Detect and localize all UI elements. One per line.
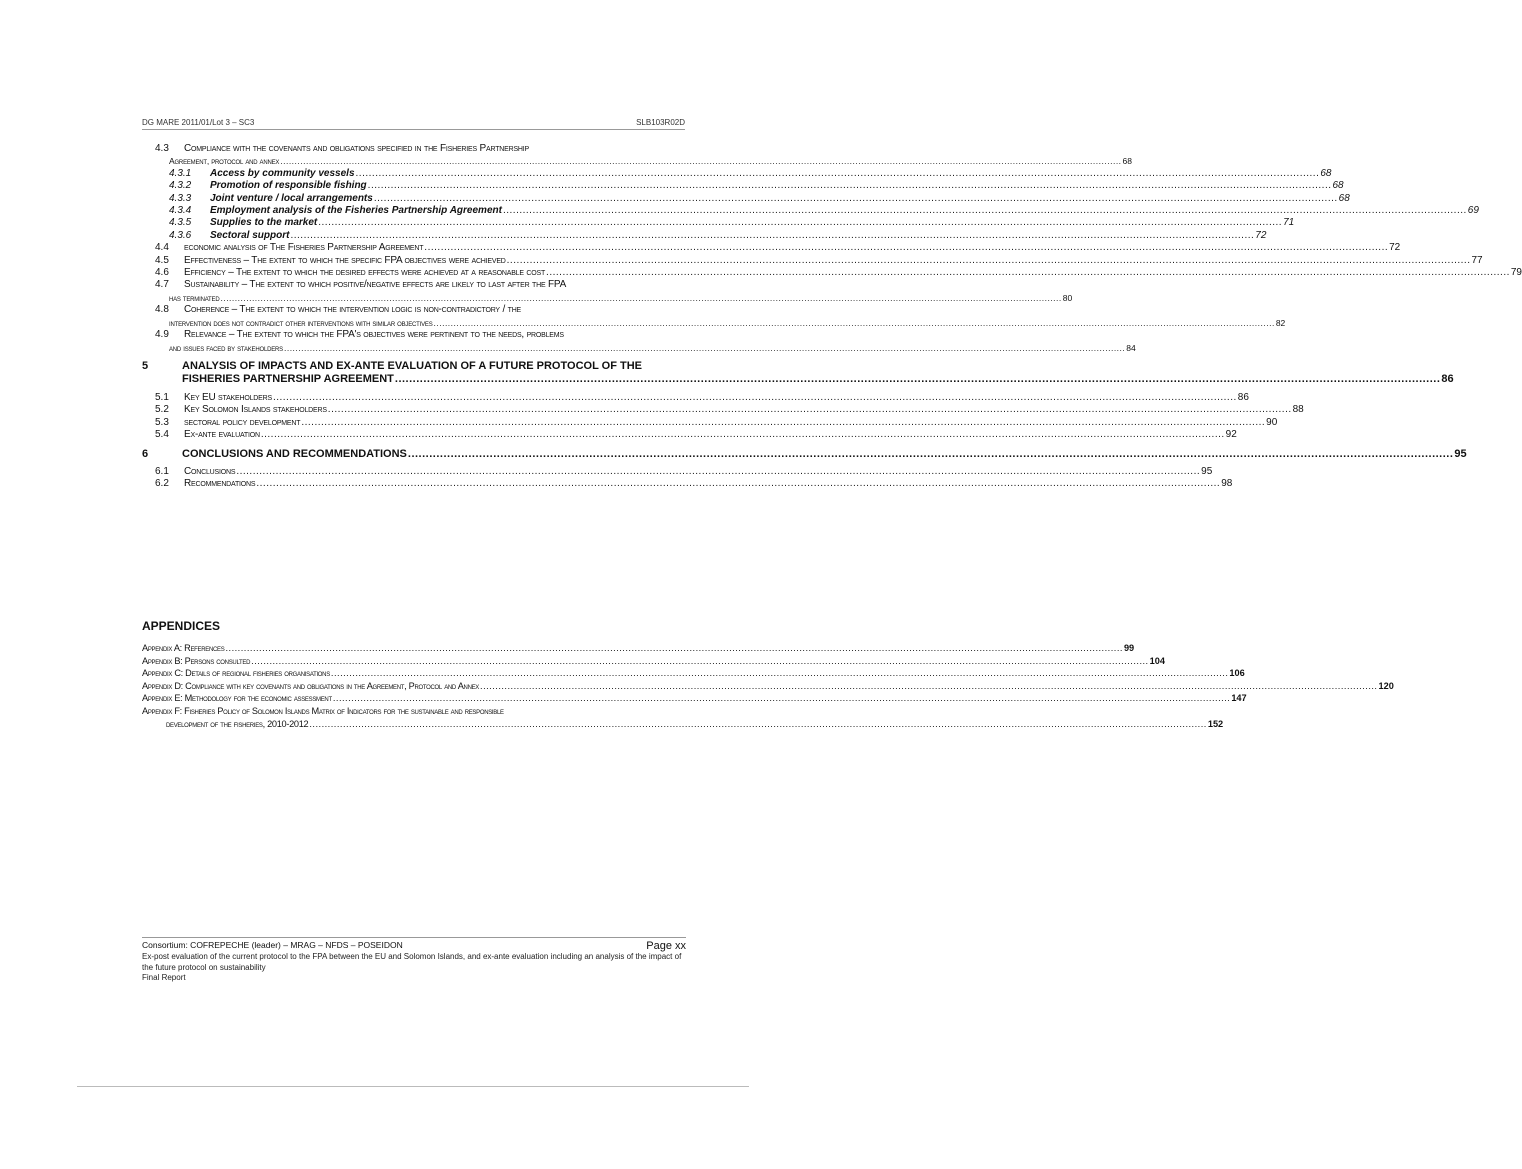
toc-entry[interactable]: [142, 304, 1286, 329]
toc-entry-page: 84: [1126, 342, 1136, 353]
toc-entry-line: [142, 254, 1483, 267]
toc-entry[interactable]: [142, 404, 1304, 416]
toc-entry-number: 5.2: [155, 404, 169, 416]
appendix-line: [142, 680, 1394, 693]
toc-entry-page: 86: [1441, 373, 1454, 386]
toc-entry-continuation: [142, 342, 1136, 354]
appendix-title: Appendix D: Compliance with key covenants and obligations in the Agreement, Protocol and Annex: [142, 680, 480, 691]
toc-entry-line: [142, 167, 1332, 180]
toc-entry[interactable]: [142, 466, 1213, 478]
toc-entry-title: Key Solomon Islands stakeholders: [184, 404, 327, 416]
toc-entry-number: 4.9: [155, 329, 169, 341]
toc-entry-title: Ex-ante evaluation: [184, 429, 260, 441]
toc-entry-line: [142, 404, 1304, 416]
toc-entry-title: Compliance with the covenants and obligations specified in the Fisheries Partnership: [184, 143, 529, 154]
appendix-title: Appendix A: References: [142, 643, 225, 653]
appendix-page: 147: [1231, 693, 1247, 704]
toc-entry-title-cont: intervention does not contradict other interventions with similar objectives: [169, 317, 433, 328]
toc-entry-number: 4.3: [155, 143, 169, 154]
toc-entry[interactable]: [142, 192, 1350, 205]
toc-entry[interactable]: [142, 359, 1454, 387]
dot-leader: [280, 155, 1121, 167]
toc-entry-title: sectoral policy development: [184, 416, 301, 428]
toc-entry[interactable]: [142, 429, 1237, 441]
toc-entry-number: 4.3.4: [169, 205, 192, 217]
toc-entry-number: 5: [142, 359, 149, 372]
footer-report: Final Report: [142, 973, 186, 982]
appendix-page: 99: [1123, 643, 1135, 653]
page-header: [142, 118, 685, 130]
toc-entry-continuation: [142, 373, 1454, 387]
appendix-line: [142, 667, 1245, 680]
toc-entry-line: [142, 205, 1479, 217]
dot-leader: [424, 242, 1388, 254]
dot-leader: [328, 404, 1292, 416]
toc-entry-number: 4.3.2: [169, 180, 192, 192]
toc-entry-title-cont: has terminated: [169, 292, 220, 303]
appendix-title: Appendix E: Methodology for the economic assessment: [142, 693, 332, 704]
dot-leader: [261, 429, 1225, 441]
toc-entry-continuation: [142, 317, 1286, 329]
dot-leader: [220, 292, 1061, 304]
toc-entry-title-cont: and issues faced by stakeholders: [169, 342, 283, 353]
toc-entry-page: 79: [1510, 267, 1522, 279]
toc-entry-line: [142, 192, 1350, 205]
dot-leader: [256, 478, 1220, 490]
toc-entry-title-cont: Agreement, protocol and annex: [169, 156, 280, 167]
appendix-page: 120: [1378, 680, 1394, 691]
toc-entry[interactable]: [142, 180, 1344, 192]
appendix-line: [142, 642, 1135, 655]
footer-description: Ex-post evaluation of the current protocol to the FPA between the EU and Solomon Islands, and ex-ante evaluation including an analysis of the impact of the future protocol on sustainability: [142, 952, 682, 972]
toc-entry-continuation: [142, 155, 1133, 167]
toc-entry[interactable]: [142, 478, 1233, 490]
toc-entry-title-cont: FISHERIES PARTNERSHIP AGREEMENT: [182, 373, 394, 386]
toc-entry[interactable]: [142, 143, 1133, 168]
toc-entry[interactable]: [142, 416, 1278, 429]
toc-entry-title: Efficiency – The extent to which the desired effects were achieved at a reasonable cost: [184, 267, 546, 279]
appendix-entry[interactable]: [142, 705, 1224, 730]
dot-leader: [408, 448, 1454, 462]
bottom-divider: [77, 1086, 749, 1087]
dot-leader: [309, 718, 1206, 731]
toc-entry-title: Coherence – The extent to which the intervention logic is non-contradictory / the: [184, 304, 522, 316]
toc-entry-line: [142, 180, 1344, 192]
toc-entry-page: 80: [1062, 292, 1073, 303]
dot-leader: [284, 342, 1125, 354]
toc-entry-title: economic analysis of The Fisheries Partnership Agreement: [184, 242, 424, 254]
appendix-entry[interactable]: [142, 655, 1165, 668]
toc-entry-page: 68: [1320, 167, 1332, 179]
toc-entry-number: 4.3.3: [169, 192, 192, 204]
toc-entry-line: [142, 466, 1213, 478]
toc-entry-page: 82: [1275, 317, 1286, 328]
header-right: SLB103R02D: [636, 118, 685, 127]
toc-entry-line: [142, 143, 686, 155]
toc-entry-line: [142, 478, 1233, 490]
dot-leader: [434, 317, 1275, 329]
toc-entry-line: [142, 217, 1295, 229]
toc-entry[interactable]: [142, 391, 1249, 404]
toc-entry-page: 68: [1122, 156, 1133, 167]
appendix-line: [142, 692, 1247, 705]
footer-consortium: Consortium: COFREPECHE (leader) – MRAG – NFDS – POSEIDON: [142, 940, 403, 950]
toc-entry-page: 92: [1225, 429, 1237, 441]
toc-entry-title: Supplies to the market: [210, 217, 318, 229]
dot-leader: [356, 168, 1320, 180]
dot-leader: [368, 180, 1332, 192]
toc-entry-page: 88: [1292, 404, 1304, 416]
appendix-entry[interactable]: [142, 680, 1394, 693]
toc-entry-number: 6.2: [155, 478, 169, 490]
toc-entry-line: [142, 229, 1267, 242]
toc-entry-number: 6: [142, 447, 149, 460]
toc-entry-title: CONCLUSIONS AND RECOMMENDATIONS: [182, 447, 407, 460]
toc-entry[interactable]: [142, 254, 1483, 267]
toc-entry-number: 4.4: [155, 242, 169, 254]
toc-entry-title: Key EU stakeholders: [184, 391, 272, 403]
dot-leader: [395, 373, 1441, 387]
toc-entry-page: 68: [1332, 180, 1344, 192]
toc-entry-line: [142, 391, 1249, 404]
appendix-title: Appendix C: Details of regional fisheries organisations: [142, 668, 330, 679]
dot-leader: [546, 267, 1510, 279]
toc-entry-page: 86: [1237, 391, 1249, 403]
toc-entry[interactable]: [142, 229, 1267, 242]
toc-entry-number: 4.3.1: [169, 167, 192, 179]
toc-entry-title: Joint venture / local arrangements: [210, 192, 373, 204]
dot-leader: [273, 392, 1237, 404]
dot-leader: [507, 255, 1471, 267]
toc-entry-line: [142, 447, 1467, 462]
toc-entry-line: [142, 267, 1522, 279]
appendix-entry[interactable]: [142, 642, 1135, 655]
toc-entry[interactable]: [142, 205, 1479, 217]
toc-entry-number: 6.1: [155, 466, 169, 478]
toc-entry-title: Recommendations: [184, 478, 256, 490]
toc-entry[interactable]: [142, 267, 1522, 279]
dot-leader: [290, 230, 1254, 242]
dot-leader: [225, 642, 1122, 655]
toc-entry-line: [142, 429, 1237, 441]
dot-leader: [301, 417, 1265, 429]
toc-entry-number: 4.8: [155, 304, 169, 316]
toc-entry-page: 98: [1221, 478, 1233, 490]
toc-entry-number: 4.6: [155, 267, 169, 279]
appendix-page: 152: [1207, 718, 1224, 729]
toc-entry[interactable]: [142, 167, 1332, 180]
appendix-line: [142, 655, 1165, 668]
appendix-page: 106: [1229, 668, 1245, 679]
toc-entry-page: 71: [1283, 217, 1295, 229]
appendices-heading: APPENDICES: [142, 619, 221, 633]
toc-entry-title: Employment analysis of the Fisheries Partnership Agreement: [210, 205, 502, 217]
dot-leader: [251, 655, 1148, 668]
appendix-line: [142, 705, 686, 718]
toc-entry-number: 5.3: [155, 416, 169, 428]
toc-entry-title: Sectoral support: [210, 229, 290, 241]
toc-entry-title: Relevance – The extent to which the FPA's objectives were pertinent to the needs, problems: [184, 329, 564, 341]
page-footer: [142, 937, 686, 984]
appendix-title: Appendix F: Fisheries Policy of Solomon Islands Matrix of Indicators for the sustainable and responsible: [142, 705, 504, 716]
toc-entry[interactable]: [142, 279, 1073, 304]
toc-entry-number: 4.5: [155, 254, 169, 266]
dot-leader: [333, 692, 1230, 705]
toc-entry-number: 4.3.5: [169, 217, 192, 229]
appendices-list: [142, 642, 1394, 730]
toc-entry-line: [142, 242, 1401, 254]
toc-entry-line: [142, 360, 686, 374]
toc-entry-title: Conclusions: [184, 466, 236, 478]
appendix-entry[interactable]: [142, 692, 1247, 705]
toc-entry-title: Promotion of responsible fishing: [210, 180, 367, 192]
toc-entry-page: 77: [1471, 254, 1483, 266]
toc-entry-line: [142, 279, 686, 291]
appendix-page: 104: [1149, 655, 1165, 666]
toc-entry-number: 4.3.6: [169, 229, 192, 241]
table-of-contents: [142, 143, 1522, 491]
toc-entry[interactable]: [142, 242, 1401, 254]
toc-entry-number: 5.1: [155, 391, 169, 403]
appendix-title: Appendix B: Persons consulted: [142, 655, 251, 666]
dot-leader: [480, 680, 1377, 693]
toc-entry[interactable]: [142, 329, 1136, 354]
toc-entry-title: Sustainability – The extent to which positive/negative effects are likely to last after the FPA: [184, 279, 567, 291]
dot-leader: [318, 217, 1282, 229]
toc-entry-continuation: [142, 292, 1073, 304]
appendix-entry[interactable]: [142, 667, 1245, 680]
appendix-title-cont: development of the fisheries, 2010-2012: [166, 718, 309, 729]
toc-entry-number: 4.7: [155, 279, 169, 291]
appendix-continuation: [142, 718, 1224, 731]
toc-entry-title: ANALYSIS OF IMPACTS AND EX-ANTE EVALUATION OF A FUTURE PROTOCOL OF THE: [182, 359, 642, 372]
toc-entry-page: 72: [1255, 229, 1267, 241]
toc-entry-number: 5.4: [155, 429, 169, 441]
dot-leader: [374, 193, 1338, 205]
toc-entry[interactable]: [142, 447, 1467, 462]
toc-entry-page: 95: [1454, 447, 1467, 460]
toc-entry-page: 68: [1338, 192, 1350, 204]
header-left: DG MARE 2011/01/Lot 3 – SC3: [142, 118, 255, 127]
toc-entry-page: 95: [1201, 466, 1213, 478]
dot-leader: [503, 205, 1467, 217]
dot-leader: [236, 466, 1200, 478]
toc-entry-line: [142, 329, 686, 341]
dot-leader: [331, 667, 1228, 680]
toc-entry-title: Access by community vessels: [210, 167, 355, 179]
toc-entry-page: 72: [1389, 242, 1401, 254]
toc-entry-page: 90: [1266, 416, 1278, 428]
toc-entry[interactable]: [142, 217, 1295, 229]
toc-entry-line: [142, 416, 1278, 429]
toc-entry-title: Effectiveness – The extent to which the specific FPA objectives were achieved: [184, 254, 506, 266]
toc-entry-page: 69: [1467, 205, 1479, 217]
toc-entry-line: [142, 304, 686, 316]
footer-page-label: Page xx: [646, 940, 686, 952]
